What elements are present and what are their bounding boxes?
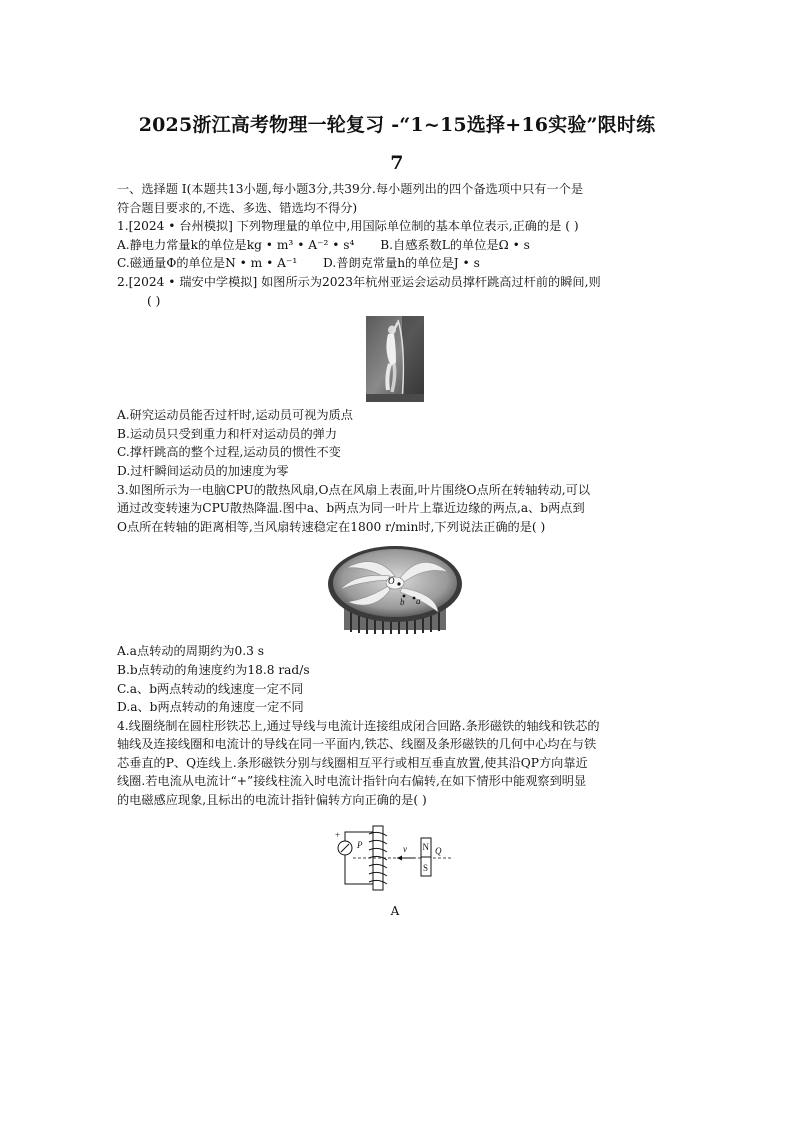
q1-option-b: B.自感系数L的单位是Ω • s — [380, 237, 530, 252]
title-line-2: 7 — [390, 152, 404, 174]
q3-option-b: B.b点转动的角速度约为18.8 rad/s — [117, 662, 310, 677]
fan-label-b: b — [400, 597, 405, 608]
q4-figure-caption: A — [390, 903, 400, 918]
q3-figure — [117, 542, 673, 638]
magnet-north-label: N — [422, 841, 429, 852]
q4-stem-line-5: 的电磁感应现象,且标出的电流计指针偏转方向正确的是( ) — [117, 793, 427, 808]
q3-option-d: D.a、b两点转动的角速度一定不同 — [117, 700, 304, 715]
q1-option-d: D.普朗克常量h的单位是J • s — [323, 256, 480, 271]
q4-stem-line-3: 芯垂直的P、Q连线上.条形磁铁分别与线圈相互平行或相互垂直放置,使其沿QP方向靠近 — [117, 755, 588, 770]
pole-vault-photo — [366, 316, 424, 402]
q4-stem-line-2: 轴线及连接线圈和电流计的导线在同一平面内,铁芯、线圈及条形磁铁的几何中心均在与铁 — [117, 737, 597, 752]
q2-stem-line-2: ( ) — [147, 293, 161, 308]
velocity-label: v — [403, 843, 407, 854]
q4-stem-line-1: 4.线圈绕制在圆柱形铁芯上,通过导线与电流计连接组成闭合回路.条形磁铁的轴线和铁芯的 — [117, 718, 600, 733]
magnet-south-label: S — [423, 862, 429, 873]
q3-stem-line-1: 3.如图所示为一电脑CPU的散热风扇,O点在风扇上表面,叶片围绕O点所在转轴转动,可以 — [117, 482, 591, 497]
q2-figure — [117, 316, 673, 402]
point-p-label: P — [357, 839, 363, 850]
fan-label-a: a — [416, 596, 421, 607]
q2-option-d: D.过杆瞬间运动员的加速度为零 — [117, 463, 289, 478]
document-title — [100, 106, 694, 182]
q3-stem-line-2: 通过改变转速为CPU散热降温.图中a、b两点为同一叶片上靠近边缘的两点,a、b两点到 — [117, 501, 585, 516]
fan-label-o: O — [388, 576, 395, 587]
title-line-1: 2025浙江高考物理一轮复习 -“1~15选择+16实验”限时练 — [138, 114, 656, 136]
q3-option-c: C.a、b两点转动的线速度一定不同 — [117, 681, 304, 696]
q1-options-cd — [117, 254, 673, 273]
document-body — [117, 180, 673, 920]
q4-figure-a — [117, 824, 673, 892]
q1-stem: 1.[2024 • 台州模拟] 下列物理量的单位中,用国际单位制的基本单位表示,正确的是 ( ) — [117, 219, 579, 234]
section-heading-line-2: 符合题目要求的,不选、多选、错选均不得分) — [117, 200, 358, 215]
q2-stem-line-1: 2.[2024 • 瑞安中学模拟] 如图所示为2023年杭州亚运会运动员撑杆跳高过杆前的瞬间,则 — [117, 274, 601, 289]
q1-option-c: C.磁通量Φ的单位是N • m • A⁻¹ — [117, 256, 298, 271]
q3-stem-line-3: O点所在转轴的距离相等,当风扇转速稳定在1800 r/min时,下列说法正确的是( ) — [117, 519, 546, 534]
plus-terminal-label: + — [335, 829, 341, 840]
q3-option-a: A.a点转动的周期约为0.3 s — [117, 644, 264, 659]
q2-option-b: B.运动员只受到重力和杆对运动员的弹力 — [117, 426, 338, 441]
q2-option-a: A.研究运动员能否过杆时,运动员可视为质点 — [117, 408, 353, 423]
coil-circuit-diagram — [333, 824, 457, 892]
q1-option-a: A.静电力常量k的单位是kg • m³ • A⁻² • s⁴ — [117, 237, 355, 252]
point-q-label: Q — [435, 845, 442, 856]
q2-option-c: C.撑杆跳高的整个过程,运动员的惯性不变 — [117, 445, 341, 460]
q1-options-ab — [117, 236, 673, 255]
q4-stem-line-4: 线圈.若电流从电流计“+”接线柱流入时电流计指针向右偏转,在如下情形中能观察到明显 — [117, 774, 587, 789]
section-heading-line-1: 一、选择题 I(本题共13小题,每小题3分,共39分.每小题列出的四个备选项中只有一个是 — [117, 182, 584, 196]
cpu-fan-figure — [326, 542, 464, 638]
